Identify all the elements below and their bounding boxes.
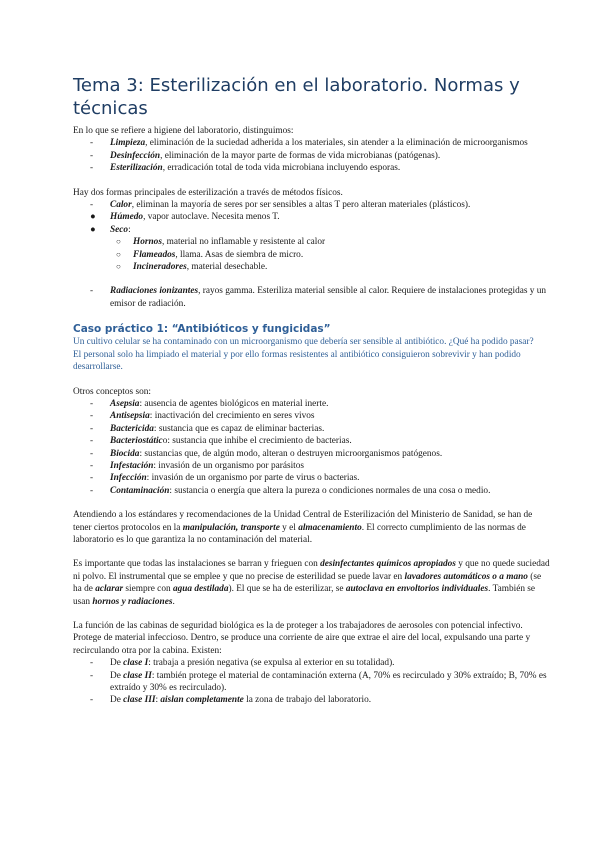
definition: :: [155, 695, 161, 706]
circle-marker: ○: [116, 262, 121, 272]
case-answer: El personal solo ha limpiado el material y por ello formas resistentes al antibiótico consiguieron sobrevivir y han podido desarrollarse.: [73, 349, 521, 373]
term: Flameados: [133, 249, 176, 260]
list-item-antisepsia: [73, 410, 550, 422]
definition: , rayos gamma. Esteriliza material sensible al calor. Requiere de instalaciones protegidas y un emisor de radiación.: [110, 286, 547, 309]
term: Hornos: [133, 237, 162, 248]
dash-marker: -: [90, 436, 94, 447]
emphasis: almacenamiento: [298, 522, 362, 533]
circle-marker: ○: [116, 249, 121, 259]
hygiene-list: [73, 137, 550, 174]
cleaning-paragraph: [73, 558, 550, 608]
text: . También se usan: [73, 584, 536, 607]
dash-marker: -: [90, 658, 94, 669]
term: Antisepsia: [110, 411, 150, 422]
page-title: Tema 3: Esterilización en el laboratorio. Normas y técnicas: [73, 75, 520, 119]
dash-marker: -: [90, 670, 94, 681]
definition: : inactivación del crecimiento en seres vivos: [149, 411, 315, 422]
bullet-marker: ●: [90, 212, 96, 223]
list-item-clase-3: [73, 694, 550, 706]
dash-marker: -: [90, 138, 94, 149]
list-item-asepsia: [73, 398, 550, 410]
list-item-desinfeccion: [73, 150, 550, 162]
dash-marker: -: [90, 163, 94, 174]
term: Húmedo: [110, 212, 144, 223]
text: De: [110, 658, 124, 669]
term: Biocida: [110, 448, 140, 459]
list-item-seco: [73, 224, 550, 236]
definition: , eliminación de la suciedad adherida a los materiales, sin atender a la eliminación de microorganismos: [145, 138, 528, 149]
term: clase I: [123, 658, 149, 669]
dash-marker: -: [90, 423, 94, 434]
term: clase II: [123, 670, 152, 681]
definition: : invasión de un organismo por parásitos: [153, 460, 305, 471]
term: Bactericida: [110, 423, 154, 434]
term: Incineradores: [133, 262, 187, 273]
list-item-incineradores: [73, 261, 550, 273]
list-item-infestacion: [73, 460, 550, 472]
dash-marker: -: [90, 200, 94, 211]
definition: : sustancias que, de algún modo, alteran o destruyen microorganismos patógenos.: [139, 448, 443, 459]
dash-marker: -: [90, 460, 94, 471]
list-item-esterilizacion: [73, 162, 550, 174]
text: y que no quede suciedad ni polvo. El instrumental que se emplee y que no precise de esterilidad se puede lavar en: [73, 559, 550, 582]
term: Desinfección: [110, 150, 161, 161]
emphasis: lavadores automáticos o a mano: [404, 571, 528, 582]
definition: :: [128, 224, 131, 235]
term: Limpieza: [110, 138, 146, 149]
emphasis: autoclava en envoltorios individuales: [345, 584, 489, 595]
text: siempre con: [123, 584, 173, 595]
definition: : ausencia de agentes biológicos en material inerte.: [139, 398, 329, 409]
term: Infestación: [110, 460, 154, 471]
emphasis: agua destilada: [172, 584, 229, 595]
list-item-hornos: [73, 236, 550, 248]
list-item-clase-1: [73, 657, 550, 669]
emphasis: manipulación, transporte: [182, 522, 280, 533]
definition: o: sustancia que inhibe el crecimiento de bacterias.: [162, 436, 352, 447]
list-item-bacteriostatico: [73, 435, 550, 447]
list-item-clase-2: [73, 670, 550, 695]
term: Calor: [110, 200, 132, 211]
term: Seco: [110, 224, 129, 235]
protocol-paragraph: [73, 509, 550, 546]
dash-marker: -: [90, 150, 94, 161]
term: Asepsia: [110, 398, 140, 409]
dash-marker: -: [90, 448, 94, 459]
cabinets-list: [73, 657, 550, 707]
text: Atendiendo a los estándares y recomendaciones de la Unidad Central de Esterilización del Ministerio de Sanidad, se han de tener ciertos protocolos en la: [73, 510, 533, 533]
case-question: Un cultivo celular se ha contaminado con un microorganismo que debería ser sensible al antibiótico. ¿Qué ha podido pasar?: [73, 337, 534, 348]
methods-intro: Hay dos formas principales de esterilización a través de métodos físicos.: [73, 187, 343, 198]
text: y el: [279, 522, 299, 533]
list-item-infeccion: [73, 472, 550, 484]
text: De: [110, 670, 124, 681]
bullet-marker: ●: [90, 224, 96, 235]
list-item-calor: [73, 199, 550, 211]
definition: : trabaja a presión negativa (se expulsa al exterior en su totalidad).: [148, 658, 395, 669]
concepts-intro: Otros conceptos son:: [73, 386, 151, 397]
list-item-limpieza: [73, 137, 550, 149]
emphasis: aclarar: [95, 584, 124, 595]
definition: la zona de trabajo del laboratorio.: [243, 695, 372, 706]
list-item-biocida: [73, 448, 550, 460]
text: Es importante que todas las instalaciones se barran y frieguen con: [73, 559, 321, 570]
list-item-flameados: [73, 249, 550, 261]
list-item-humedo: [73, 211, 550, 223]
definition: : también protege el material de contaminación externa (A, 70% es recirculado y 30% extraído; B, 70% es extraído y 30% es recirculado).: [110, 670, 547, 694]
text: (se ha de: [73, 571, 542, 595]
definition: , eliminación de la mayor parte de formas de vida microbianas (patógenas).: [160, 150, 441, 161]
cabinets-paragraph: La función de las cabinas de seguridad biológica es la de proteger a los trabajadores de aerosoles con potencial infectivo. Protege de material infeccioso. Dentro, se produce una corriente de aire que extrae el aire del local, expulsando una parte y recirculando otra por la cabina. Existen:: [73, 621, 531, 656]
dash-marker: -: [90, 695, 94, 706]
list-item-contaminacion: [73, 485, 550, 497]
concepts-list: [73, 398, 550, 497]
definition: , erradicación total de toda vida microbiana incluyendo esporas.: [162, 163, 401, 174]
definition: : sustancia o energía que altera la pureza o condiciones normales de una cosa o medio.: [169, 485, 491, 496]
definition: , llama. Asas de siembra de micro.: [175, 249, 304, 260]
definition: : sustancia que es capaz de eliminar bacterias.: [153, 423, 325, 434]
term: Radiaciones ionizantes: [110, 286, 199, 297]
emphasis: aislan completamente: [160, 695, 244, 706]
dash-marker: -: [90, 411, 94, 422]
term: Contaminación: [110, 485, 170, 496]
dash-marker: -: [90, 485, 94, 496]
definition: , material desechable.: [186, 262, 268, 273]
intro-paragraph: En lo que se refiere a higiene del laboratorio, distinguimos:: [73, 126, 294, 136]
term: Infección: [110, 473, 147, 484]
circle-marker: ○: [116, 237, 121, 247]
emphasis: hornos y radiaciones: [92, 596, 173, 607]
text: . El correcto cumplimiento de las normas de laboratorio es lo que garantiza la no contaminación del material.: [73, 522, 526, 545]
methods-list: [73, 199, 550, 273]
definition: , vapor autoclave. Necesita menos T.: [143, 212, 280, 223]
dash-marker: -: [90, 473, 94, 484]
radiation-list: [73, 285, 550, 310]
text: .: [172, 596, 175, 607]
term: Bacteriostátic: [110, 436, 163, 447]
emphasis: desinfectantes químicos apropiados: [320, 559, 456, 570]
dash-marker: -: [90, 286, 94, 297]
text: ). El que se ha de esterilizar, se: [228, 584, 346, 595]
list-item-bactericida: [73, 423, 550, 435]
definition: , eliminan la mayoría de seres por ser sensibles a altas T pero alteran materiales (plásticos).: [131, 200, 471, 211]
list-item-radiaciones: [73, 285, 550, 310]
dash-marker: -: [90, 398, 94, 409]
case-heading: Caso práctico 1: “Antibióticos y fungicidas”: [73, 323, 331, 336]
definition: , material no inflamable y resistente al calor: [161, 237, 326, 248]
term: Esterilización: [110, 163, 163, 174]
text: De: [110, 695, 124, 706]
definition: : invasión de un organismo por parte de virus o bacterias.: [146, 473, 360, 484]
term: clase III: [123, 695, 156, 706]
